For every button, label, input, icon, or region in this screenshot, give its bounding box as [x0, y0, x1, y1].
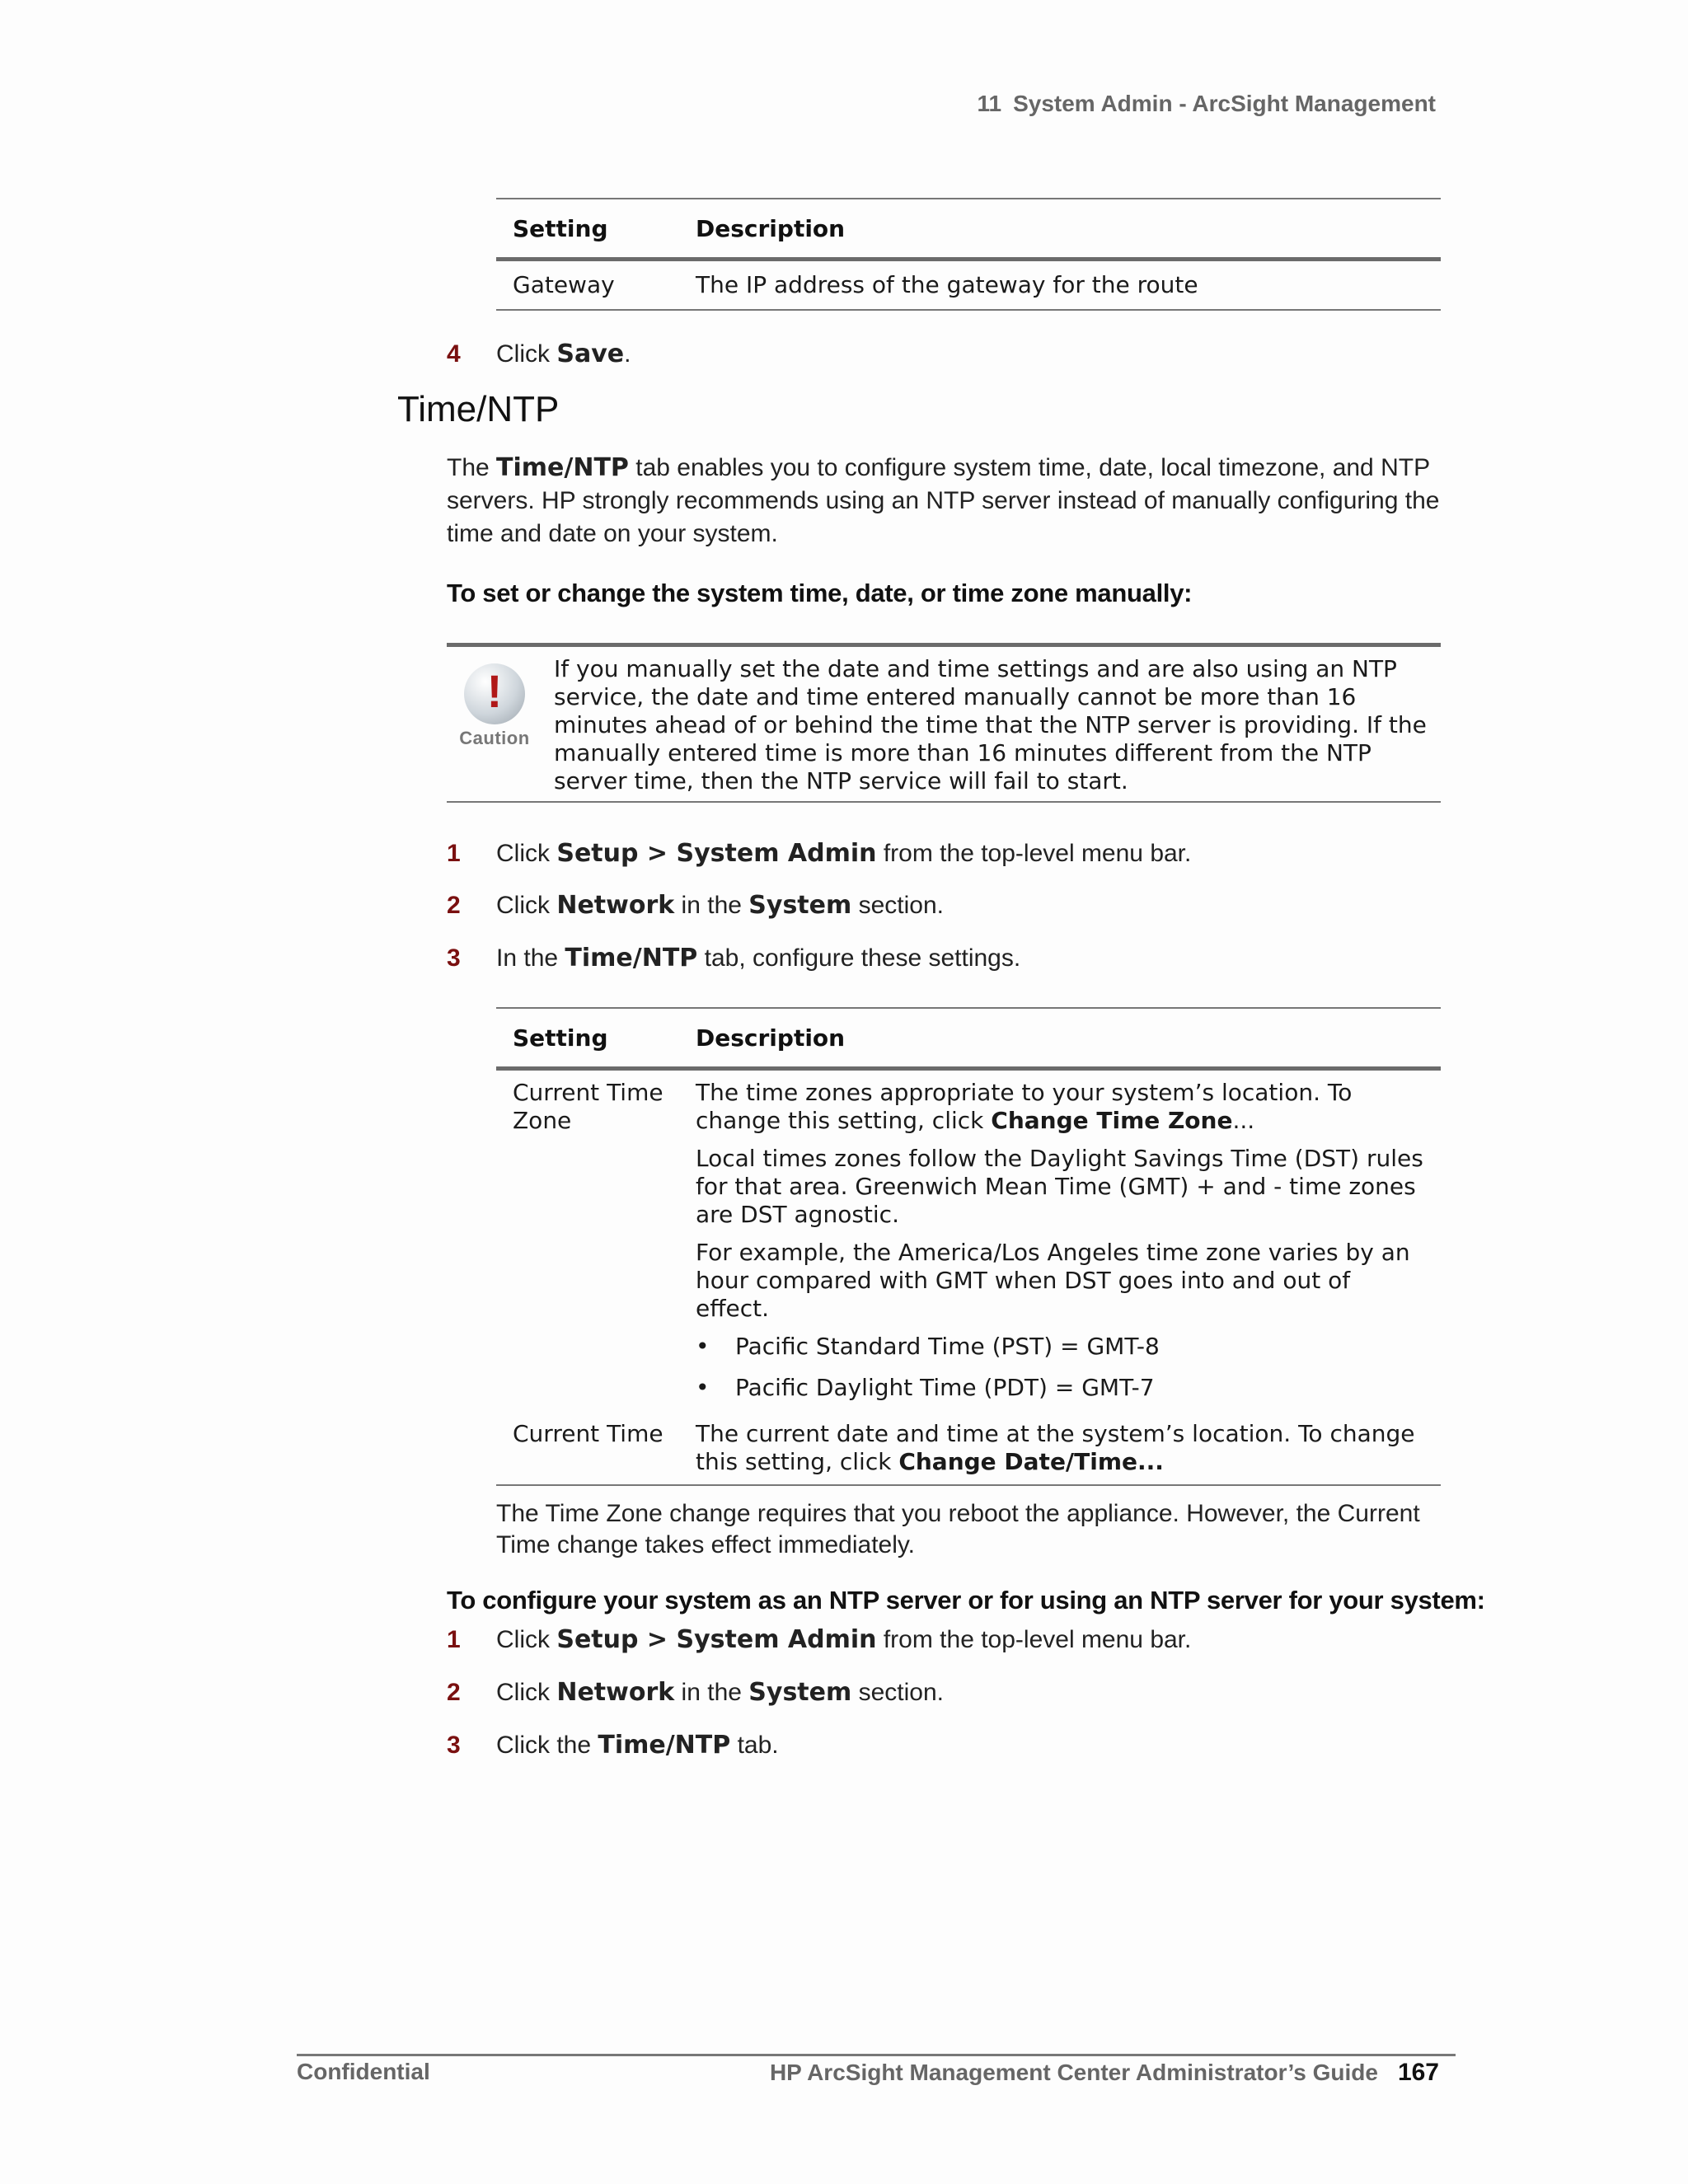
tab-ref: Time/NTP: [496, 453, 629, 482]
network-ref: Network: [556, 1678, 675, 1707]
settings-table-gateway: [496, 198, 1441, 311]
step-text: Click: [496, 340, 557, 368]
step-text: in the: [674, 892, 749, 919]
change-time-zone-ref: Change Time Zone: [991, 1107, 1233, 1134]
step-3: [447, 1731, 779, 1760]
step-text: .: [624, 340, 631, 368]
step-3: [447, 944, 1020, 972]
description-paragraph: [696, 1079, 1428, 1135]
column-header-description: Description: [696, 214, 846, 242]
table-header-row: [496, 1009, 1441, 1066]
tab-ref: Time/NTP: [565, 944, 698, 972]
step-text: tab.: [730, 1732, 779, 1759]
step-text: from the top-level menu bar.: [876, 840, 1192, 867]
caution-icon: !: [464, 663, 525, 724]
setting-cell: Current Time: [513, 1420, 663, 1447]
description-cell: [696, 1079, 1441, 1415]
step-text: from the top-level menu bar.: [876, 1626, 1192, 1653]
bullet-glyph: •: [696, 1333, 710, 1360]
procedure-heading: To set or change the system time, date, or time zone manually:: [447, 579, 1193, 607]
description-paragraph: Local times zones follow the Daylight Savings Time (DST) rules for that area. Greenwich Mean Time (GMT) + and - time zones are DST agnostic.: [696, 1145, 1423, 1228]
table-bottom-rule: [496, 1484, 1441, 1486]
list-item: [696, 1333, 1428, 1361]
table-row: [496, 1071, 1441, 1415]
procedure-heading: To configure your system as an NTP server or for using an NTP server for your system:: [447, 1586, 1485, 1615]
step-text: Click: [496, 840, 557, 867]
section-title: Time/NTP: [397, 389, 560, 429]
chapter-number: 11: [977, 91, 1002, 116]
step-text: tab, configure these settings.: [697, 944, 1021, 972]
step-number: 3: [447, 944, 461, 972]
menu-path-ref: Setup > System Admin: [556, 1625, 877, 1654]
description-cell: [696, 1420, 1441, 1476]
list-item: [696, 1374, 1428, 1402]
caution-text: If you manually set the date and time settings and are also using an NTP service, the date and time entered manually cannot be more than 16 minutes ahead of or behind the time that the NTP server is providing. If the manually entered time is more than 16 minutes different from the NTP server time, then the NTP service will fail to start.: [554, 655, 1427, 794]
guide-title: HP ArcSight Management Center Administrator’s Guide: [769, 2060, 1378, 2085]
description-paragraph: For example, the America/Los Angeles time zone varies by an hour compared with GMT when DST goes into and out of effect.: [696, 1239, 1410, 1322]
description-text: ...: [1232, 1107, 1255, 1134]
setting-cell: Gateway: [513, 271, 615, 298]
tab-ref: Time/NTP: [598, 1731, 731, 1760]
table-bottom-rule: [496, 309, 1441, 311]
step-number: 1: [447, 840, 461, 867]
bullet-glyph: •: [696, 1374, 710, 1401]
step-text: in the: [674, 1679, 749, 1706]
step-text: Click the: [496, 1732, 598, 1759]
footer-guide: [770, 2059, 1439, 2087]
table-header-row: [496, 199, 1441, 257]
footer-rule: [297, 2054, 1456, 2056]
column-header-setting: Setting: [513, 214, 608, 242]
step-text: Click: [496, 1626, 557, 1653]
page-number: 167: [1397, 2059, 1439, 2086]
bullet-text: Pacific Standard Time (PST) = GMT-8: [735, 1333, 1160, 1360]
intro-text: The: [447, 454, 497, 481]
change-date-time-ref: Change Date/Time...: [898, 1448, 1164, 1475]
step-number: 1: [447, 1626, 461, 1653]
menu-path-ref: Setup > System Admin: [556, 839, 877, 868]
step-text: In the: [496, 944, 565, 972]
description-cell: The IP address of the gateway for the route: [696, 271, 1198, 298]
chapter-title: System Admin - ArcSight Management: [1013, 91, 1436, 116]
step-text: section.: [851, 1679, 944, 1706]
network-ref: Network: [556, 891, 675, 920]
note-paragraph: The Time Zone change requires that you reboot the appliance. However, the Current Time change takes effect immediately.: [496, 1500, 1420, 1558]
system-ref: System: [748, 891, 852, 920]
description-text: The time zones appropriate to your system’s location. To change this setting, click: [696, 1079, 1353, 1134]
step-1: [447, 1625, 1191, 1654]
caution-box: [447, 643, 1441, 803]
bullet-text: Pacific Daylight Time (PDT) = GMT-7: [735, 1374, 1155, 1401]
column-header-description: Description: [696, 1024, 846, 1052]
step-text: Click: [496, 1679, 557, 1706]
running-header: [977, 91, 1436, 117]
step-2: [447, 1678, 944, 1707]
step-text: Click: [496, 892, 557, 919]
description-text: The current date and time at the system’s location. To change this setting, click: [696, 1420, 1415, 1475]
settings-table-time: [496, 1007, 1441, 1486]
step-number: 2: [447, 1679, 461, 1706]
caution-label: Caution: [459, 728, 530, 748]
step-4: [447, 340, 631, 368]
intro-paragraph: [447, 452, 1444, 551]
step-number: 3: [447, 1732, 461, 1759]
table-row: [496, 1415, 1441, 1484]
footer-confidential: Confidential: [297, 2059, 430, 2084]
step-number: 4: [447, 340, 461, 368]
step-1: [447, 839, 1191, 868]
caution-icon-group: [453, 663, 536, 749]
save-ref: Save: [556, 340, 625, 368]
system-ref: System: [748, 1678, 852, 1707]
intro-text: tab enables you to configure system time, date, local timezone, and NTP servers. HP strongly recommends using an NTP server instead of manually configuring the time and date on your system.: [447, 454, 1440, 547]
table-row: [496, 261, 1441, 309]
step-number: 2: [447, 892, 461, 919]
column-header-setting: Setting: [513, 1024, 608, 1052]
step-text: section.: [851, 892, 944, 919]
step-2: [447, 891, 944, 920]
setting-cell: Current Time Zone: [513, 1079, 663, 1134]
